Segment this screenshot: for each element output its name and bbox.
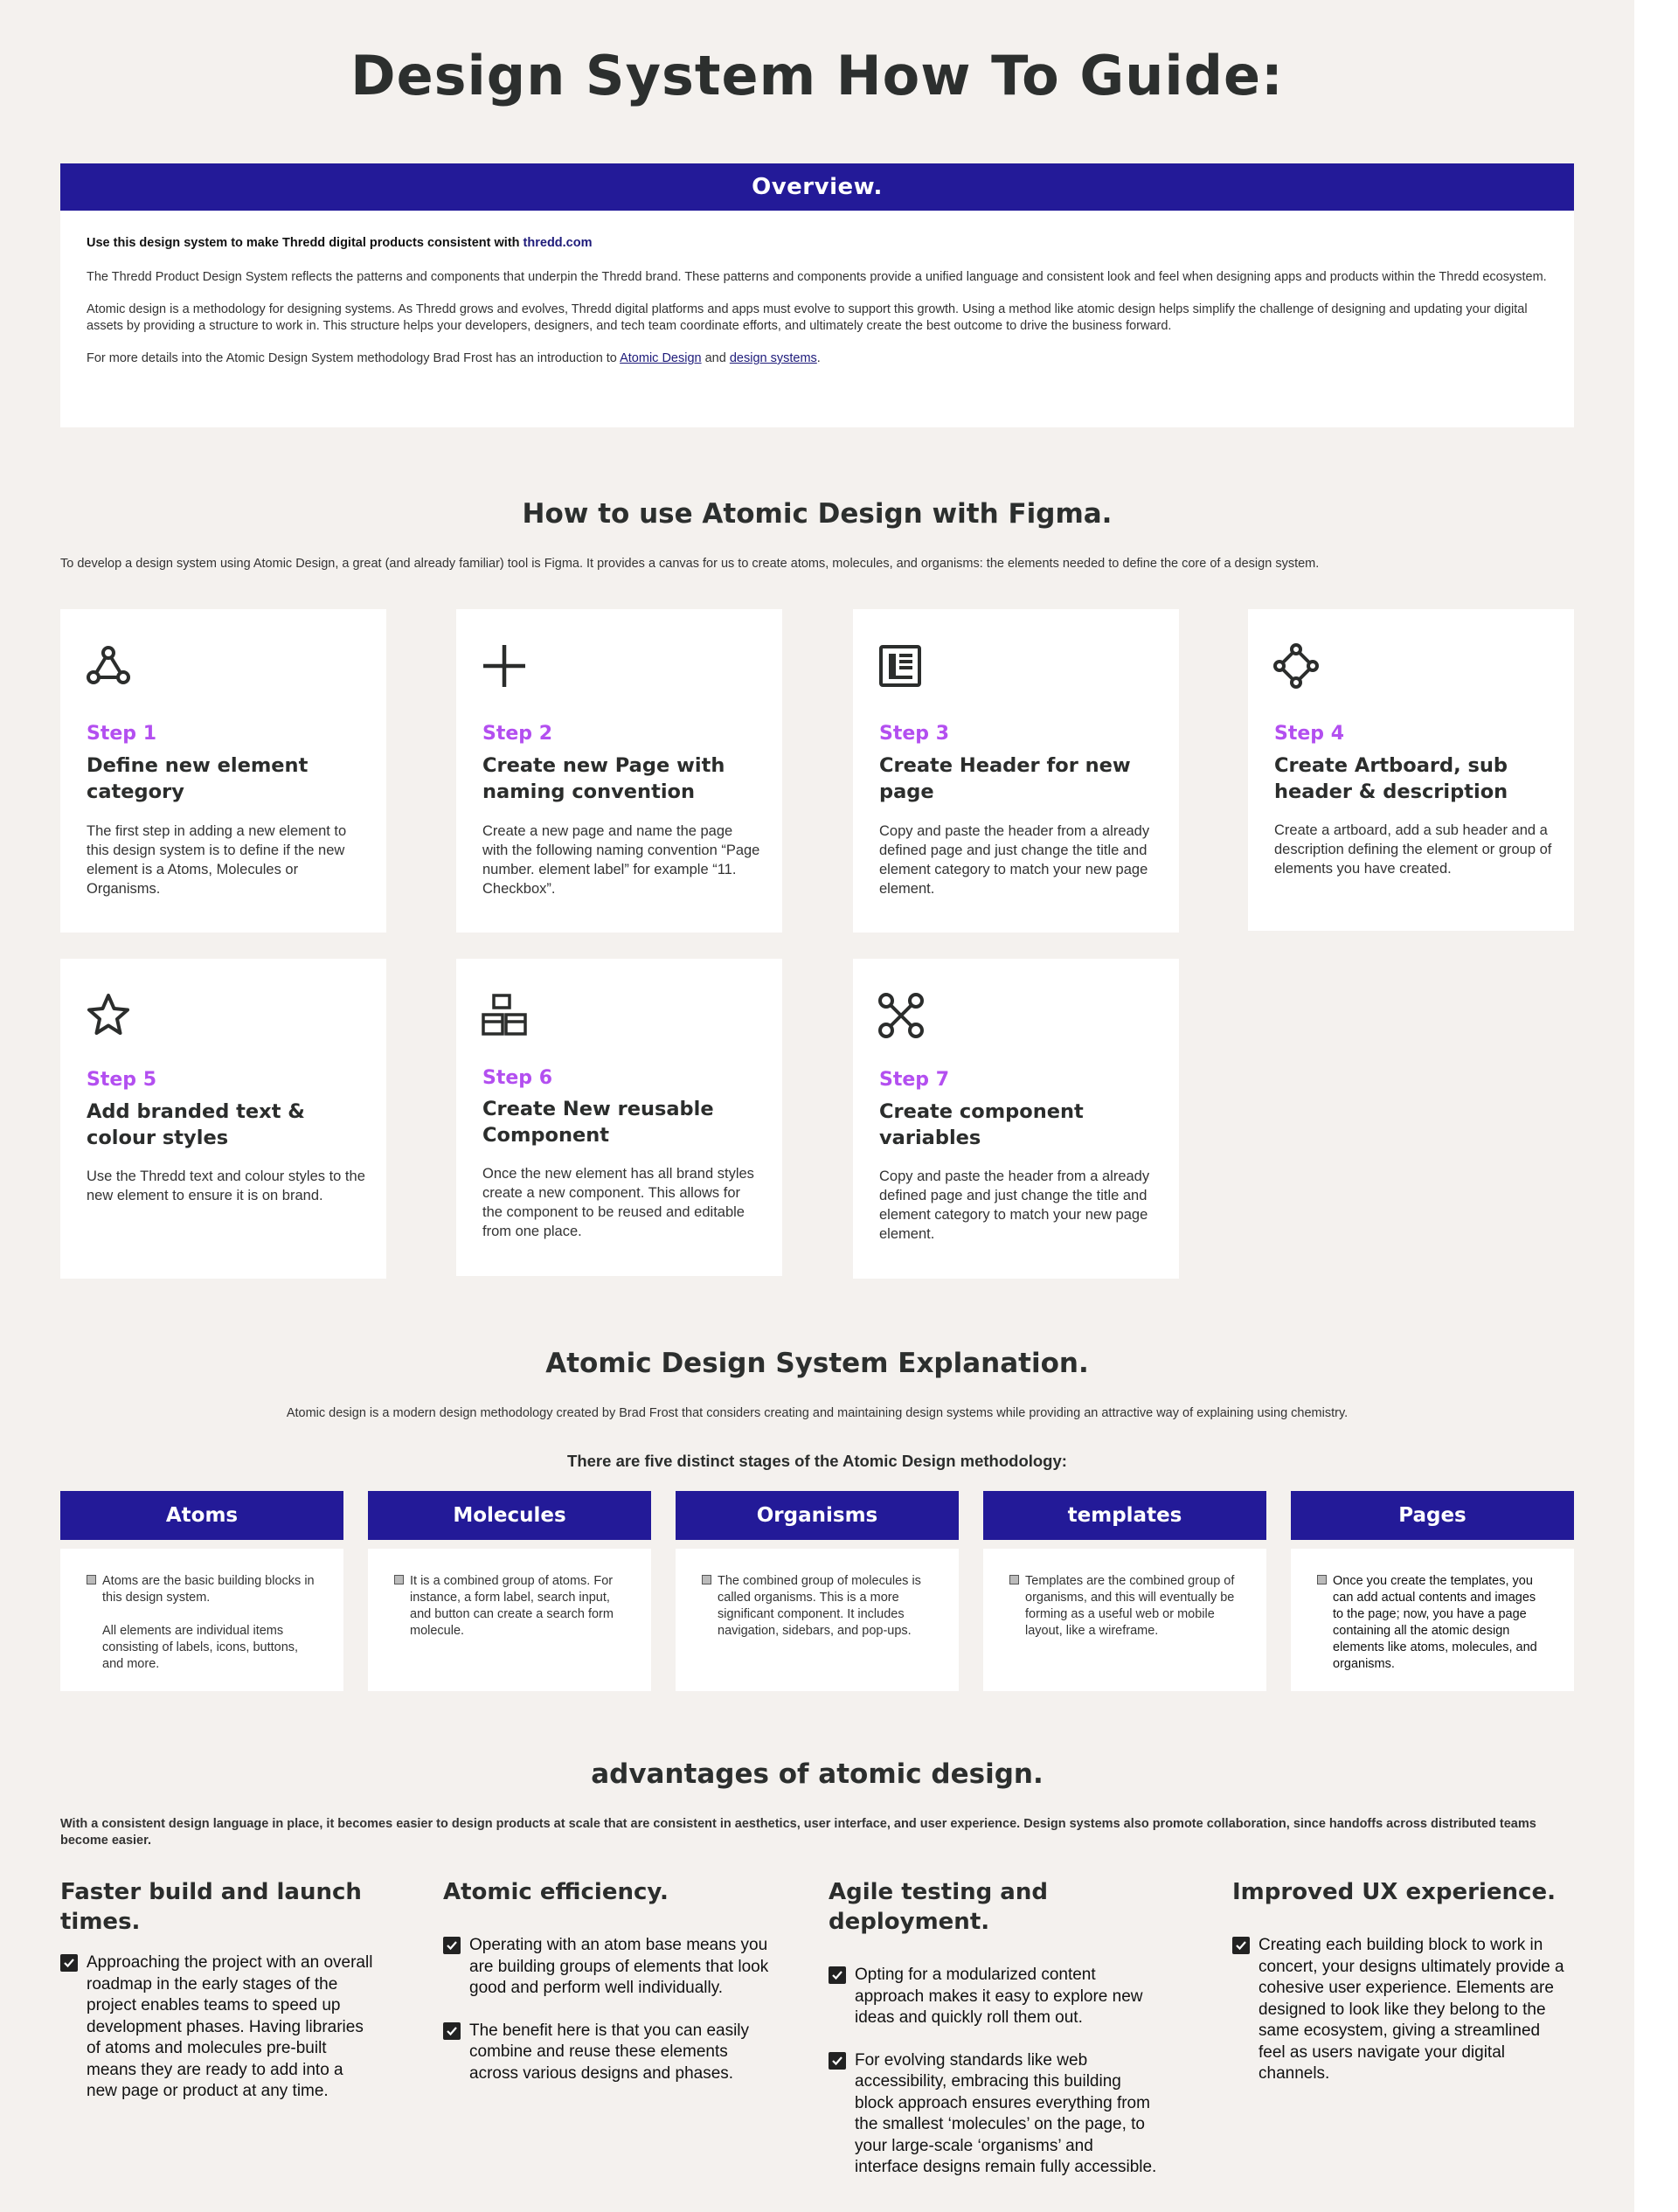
advantage-title: Faster build and launch times. (60, 1879, 362, 1935)
bullet-icon (394, 1575, 404, 1584)
overview-paragraph-1: The Thredd Product Design System reflects the patterns and components that underpin the Thredd brand. These patterns and components provide a unified language and consistent look and feel when designing apps and products within the Thredd ecosystem. (87, 270, 1547, 284)
explanation-subtext: Atomic design is a modern design methodology created by Brad Frost that considers creating and maintaining design systems while providing an attractive way of explaining using chemistry. (286, 1406, 1349, 1420)
step-card-6 (456, 959, 782, 1276)
stage-header-molecules: Molecules (368, 1491, 651, 1540)
advantage-item (829, 1965, 1161, 2029)
stage-text: Atoms are the basic building blocks in this design system. All elements are individual items consisting of labels, icons, buttons, and more. (102, 1574, 315, 1671)
advantage-item-text: Creating each building block to work in concert, your designs ultimately provide a cohesive user experience. Elements are designed to look like they belong to the same ecosystem, giving a streamlined feel as users navigate your digital channels. (1258, 1936, 1564, 2083)
checkbox-checked-icon (1232, 1937, 1250, 1954)
step-description: Copy and paste the header from a already defined page and just change the title and element category to match your new page element. (879, 823, 1150, 897)
stage-header-templates: templates (983, 1491, 1266, 1540)
overview-p3-suffix: . (816, 351, 821, 365)
step-title: Create component variables (879, 1100, 1084, 1149)
checkbox-checked-icon (443, 2022, 461, 2040)
plus-icon (481, 642, 528, 690)
step-description: Copy and paste the header from a already defined page and just change the title and element category to match your new page element. (879, 1168, 1150, 1242)
stage-body-molecules (368, 1549, 651, 1691)
page-title: Design System How To Guide: (350, 44, 1284, 107)
stage-header-organisms: Organisms (676, 1491, 959, 1540)
component-diamond-icon (1272, 642, 1320, 690)
overview-p3-prefix: For more details into the Atomic Design System methodology Brad Frost has an introduction to (87, 351, 621, 365)
advantages-heading: advantages of atomic design. (591, 1758, 1044, 1790)
step-description: Create a artboard, add a sub header and a description defining the element or group of elements you have created. (1274, 822, 1552, 877)
step-label: Step 6 (482, 1067, 552, 1089)
overview-panel (60, 211, 1574, 427)
stage-body-atoms (60, 1549, 343, 1691)
advantage-item-text: For evolving standards like web accessibility, embracing this building block approach ensures everything from the smallest ‘molecules’ on the page, to your large-scale ‘organisms’ and interface designs remain fully accessible. (855, 2050, 1157, 2176)
advantage-item-text: Approaching the project with an overall roadmap in the early stages of the project enables teams to speed up development phases. Having libraries of atoms and molecules pre-built means they are ready to add into a new page or product at any time. (87, 1953, 373, 2100)
stage-header-pages: Pages (1291, 1491, 1574, 1540)
bullet-icon (702, 1575, 711, 1584)
step-label: Step 3 (879, 723, 949, 745)
advantage-title: Atomic efficiency. (443, 1879, 669, 1905)
step-label: Step 4 (1274, 723, 1344, 745)
step-description: The first step in adding a new element to this design system is to define if the new element is a Atoms, Molecules or Organisms. (87, 823, 347, 897)
figma-heading: How to use Atomic Design with Figma. (522, 498, 1113, 530)
checkbox-checked-icon (443, 1937, 461, 1954)
step-card-3 (853, 609, 1179, 933)
step-card-7 (853, 959, 1179, 1279)
advantage-item (829, 2050, 1161, 2179)
advantage-column-1 (60, 1877, 375, 2103)
advantage-column-4 (1232, 1877, 1564, 2085)
overview-header: Overview. (60, 163, 1574, 211)
overview-paragraph-3 (87, 350, 1548, 367)
star-icon (85, 992, 132, 1039)
stage-text: The combined group of molecules is called organisms. This is a more significant component. It includes navigation, sidebars, and pop-ups. (718, 1574, 921, 1638)
bullet-icon (87, 1575, 96, 1584)
advantage-item-text: Operating with an atom base means you are building groups of elements that look good and perform well individually. (469, 1936, 769, 1997)
checkbox-checked-icon (829, 2052, 846, 2070)
step-description: Use the Thredd text and colour styles to the new element to ensure it is on brand. (87, 1168, 365, 1203)
stage-text: It is a combined group of atoms. For instance, a form label, search input, and button can create a search form molecule. (410, 1574, 614, 1638)
network-nodes-icon (85, 642, 132, 690)
step-title: Create new Page with naming convention (482, 754, 725, 803)
design-systems-link[interactable]: design systems (729, 351, 817, 365)
step-label: Step 5 (87, 1069, 156, 1091)
stage-text: Templates are the combined group of organisms, and this will eventually be forming as a useful web or mobile layout, like a wireframe. (1025, 1574, 1235, 1638)
bullet-icon (1317, 1575, 1327, 1584)
newspaper-icon (877, 642, 925, 690)
step-label: Step 1 (87, 723, 156, 745)
step-card-4 (1248, 609, 1574, 931)
command-icon (877, 992, 925, 1039)
stage-body-pages (1291, 1549, 1574, 1691)
bullet-icon (1009, 1575, 1019, 1584)
advantage-column-2 (443, 1877, 775, 2084)
stage-body-organisms (676, 1549, 959, 1691)
explanation-heading: Atomic Design System Explanation. (545, 1348, 1089, 1379)
step-description: Create a new page and name the page with the following naming convention “Page number. element label” for example “11. Checkbox”. (482, 823, 760, 897)
overview-lead (87, 235, 1548, 252)
step-title: Add branded text & colour styles (87, 1100, 305, 1149)
advantage-column-3 (829, 1877, 1161, 2179)
advantage-item-text: The benefit here is that you can easily combine and reuse these elements across various designs and phases. (469, 2021, 750, 2083)
advantage-item (60, 1952, 375, 2103)
overview-p3-and: and (701, 351, 730, 365)
advantage-item (443, 2021, 775, 2085)
advantage-title: Agile testing and deployment. (829, 1879, 1048, 1935)
step-title: Create New reusable Component (482, 1098, 714, 1147)
advantage-title: Improved UX experience. (1232, 1879, 1556, 1905)
advantages-subtext: With a consistent design language in place, it becomes easier to design products at scale that are consistent in aesthetics, user interface, and user experience. Design systems also promote collaboration, since handoffs across distributed teams become easier. (60, 1817, 1536, 1848)
overview-lead-text: Use this design system to make Thredd digital products consistent with (87, 236, 524, 250)
step-card-5 (60, 959, 386, 1279)
step-card-1 (60, 609, 386, 933)
thredd-link[interactable]: thredd.com (523, 236, 593, 250)
atomic-design-link[interactable]: Atomic Design (620, 351, 702, 365)
step-title: Create Artboard, sub header & description (1274, 754, 1508, 803)
step-card-2 (456, 609, 782, 933)
step-title: Define new element category (87, 754, 309, 803)
advantage-item (1232, 1935, 1564, 2085)
overview-paragraph-2: Atomic design is a methodology for designing systems. As Thredd grows and evolves, Thredd digital platforms and apps must evolve to support this growth. Using a method like atomic design helps simplify the challenge of designing and updating your digital assets by providing a structure to work in. This structure helps your developers, designers, and tech team coordinate efforts, and ultimately create the best outcome to drive the business forward. (87, 302, 1528, 333)
advantage-item-text: Opting for a modularized content approach makes it easy to explore new ideas and quickly roll them out. (855, 1966, 1143, 2027)
stage-header-atoms: Atoms (60, 1491, 343, 1540)
stages-heading: There are five distinct stages of the Atomic Design methodology: (567, 1452, 1067, 1470)
step-label: Step 2 (482, 723, 552, 745)
advantage-item (443, 1935, 775, 2000)
step-title: Create Header for new page (879, 754, 1131, 803)
stage-body-templates (983, 1549, 1266, 1691)
layout-blocks-icon (481, 992, 528, 1039)
step-label: Step 7 (879, 1069, 949, 1091)
checkbox-checked-icon (60, 1954, 78, 1972)
step-description: Once the new element has all brand styles create a new component. This allows for the component to be reused and editable from one place. (482, 1166, 754, 1239)
stage-text: Once you create the templates, you can add actual contents and images to the page; now, you have a page containing all the atomic design elements like atoms, molecules, and organisms. (1333, 1574, 1537, 1671)
checkbox-checked-icon (829, 1966, 846, 1984)
figma-subtext: To develop a design system using Atomic Design, a great (and already familiar) tool is Figma. It provides a canvas for us to create atoms, molecules, and organisms: the elements needed to define the core of a design system. (60, 557, 1320, 571)
